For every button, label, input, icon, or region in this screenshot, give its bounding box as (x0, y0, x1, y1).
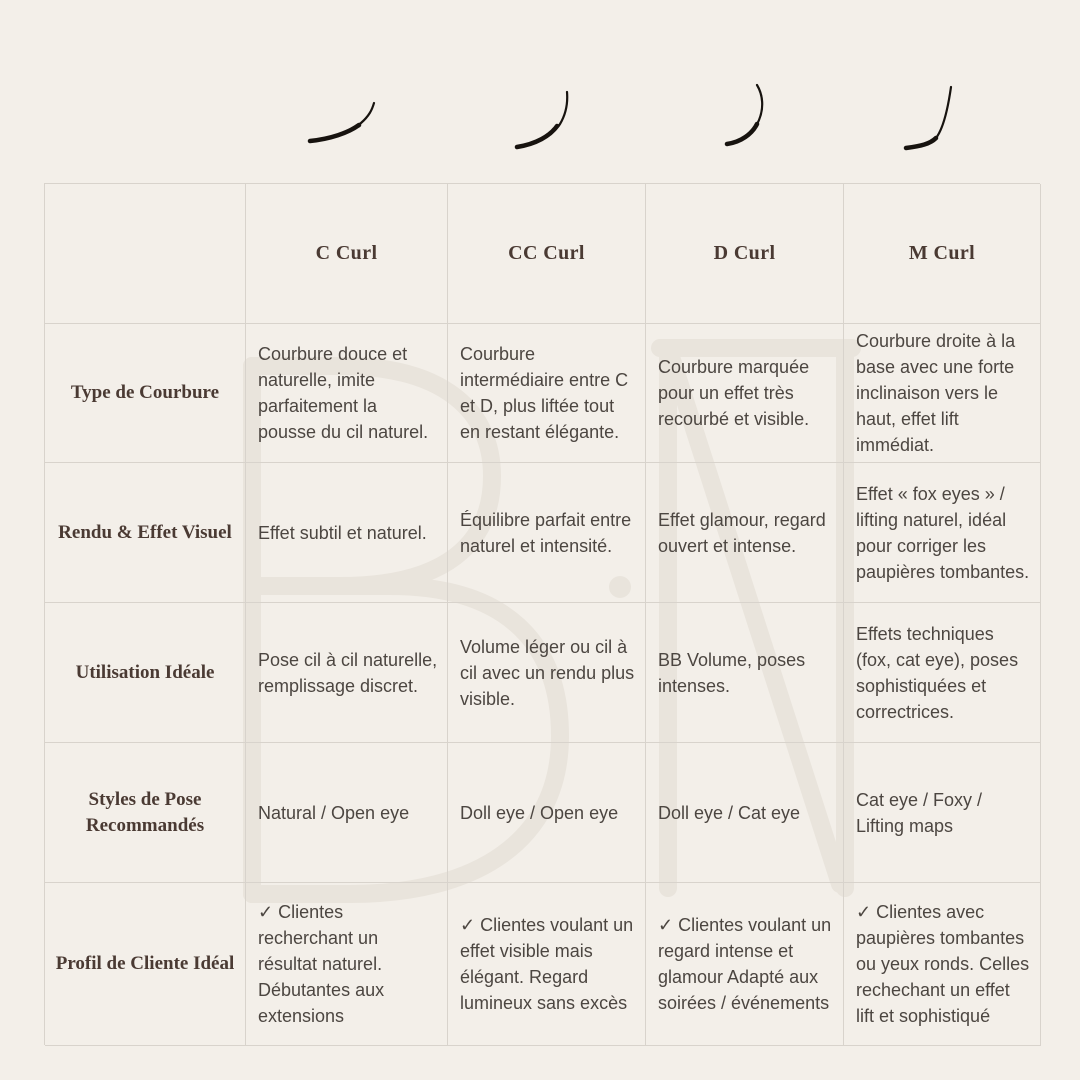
table-cell: ✓ Clientes avec paupières tombantes ou yeux ronds. Celles rechechant un effet lift et sophistiqué (844, 883, 1041, 1046)
table-cell: Volume léger ou cil à cil avec un rendu plus visible. (448, 603, 646, 743)
table-cell: Effets techniques (fox, cat eye), poses sophistiquées et correctrices. (844, 603, 1041, 743)
column-header-d-curl: D Curl (646, 184, 844, 324)
table-cell: Effet subtil et naturel. (246, 463, 448, 603)
row-label-utilisation-ideale: Utilisation Idéale (45, 603, 246, 743)
table-cell: ✓ Clientes voulant un regard intense et glamour Adapté aux soirées / événements (646, 883, 844, 1046)
d-curl-lash-icon (727, 85, 762, 144)
table-cell: Effet glamour, regard ouvert et intense. (646, 463, 844, 603)
row-label-styles-de-pose: Styles de Pose Recommandés (45, 743, 246, 883)
table-cell: ✓ Clientes recherchant un résultat naturel. Débutantes aux extensions (246, 883, 448, 1046)
table-cell: Effet « fox eyes » / lifting naturel, idéal pour corriger les paupières tombantes. (844, 463, 1041, 603)
table-cell: BB Volume, poses intenses. (646, 603, 844, 743)
table-cell: ✓ Clientes voulant un effet visible mais élégant. Regard lumineux sans excès (448, 883, 646, 1046)
table-cell: Doll eye / Open eye (448, 743, 646, 883)
table-cell: Courbure marquée pour un effet très recourbé et visible. (646, 324, 844, 463)
column-header-cc-curl: CC Curl (448, 184, 646, 324)
c-curl-lash-icon (310, 103, 374, 141)
column-header-m-curl: M Curl (844, 184, 1041, 324)
table-cell: Courbure intermédiaire entre C et D, plus liftée tout en restant élégante. (448, 324, 646, 463)
table-cell: Doll eye / Cat eye (646, 743, 844, 883)
row-label-rendu-effet-visuel: Rendu & Effet Visuel (45, 463, 246, 603)
corner-cell (45, 184, 246, 324)
table-cell: Cat eye / Foxy / Lifting maps (844, 743, 1041, 883)
cc-curl-lash-icon (517, 92, 567, 147)
m-curl-lash-icon (906, 87, 951, 148)
table-cell: Équilibre parfait entre naturel et intensité. (448, 463, 646, 603)
row-label-profil-de-cliente: Profil de Cliente Idéal (45, 883, 246, 1046)
column-header-c-curl: C Curl (246, 184, 448, 324)
curl-comparison-table (44, 183, 1040, 1045)
lash-curl-illustrations (0, 0, 1080, 180)
table-cell: Natural / Open eye (246, 743, 448, 883)
table-cell: Courbure douce et naturelle, imite parfaitement la pousse du cil naturel. (246, 324, 448, 463)
row-label-type-de-courbure: Type de Courbure (45, 324, 246, 463)
table-cell: Courbure droite à la base avec une forte inclinaison vers le haut, effet lift immédiat. (844, 324, 1041, 463)
table-cell: Pose cil à cil naturelle, remplissage discret. (246, 603, 448, 743)
